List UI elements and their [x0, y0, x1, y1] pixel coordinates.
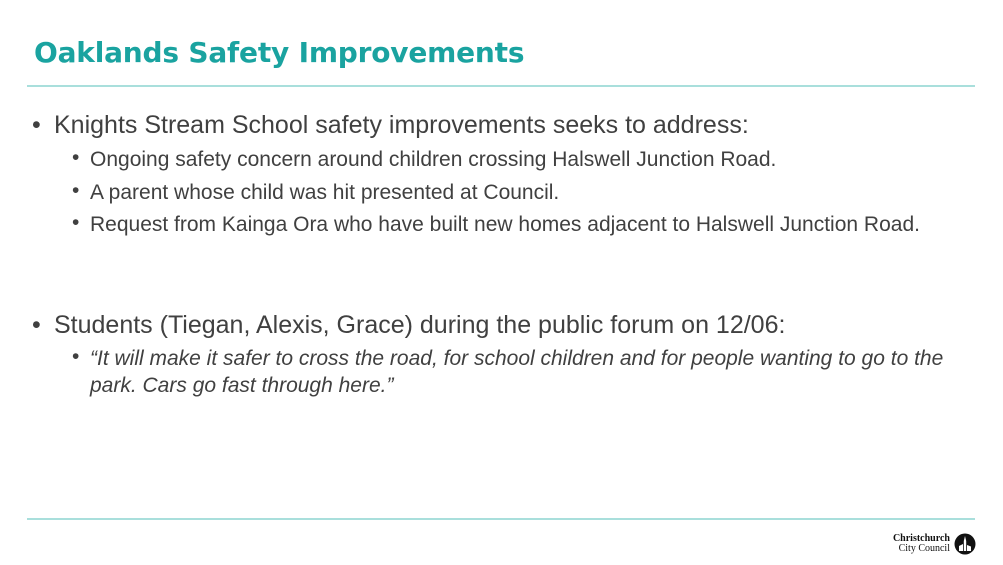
quote-text: “It will make it safer to cross the road, for school children and for people wanting to go to the park. Cars go fast through here.” [90, 347, 944, 397]
list-item-text: Ongoing safety concern around children crossing Halswell Junction Road. [90, 148, 777, 171]
bullet-icon: • [72, 211, 80, 234]
bullet-icon: • [32, 311, 41, 339]
bullet-icon: • [72, 179, 80, 202]
bullet-icon: • [72, 345, 80, 368]
list-item-text: Request from Kainga Ora who have built new homes adjacent to Halswell Junction Road. [90, 213, 920, 236]
quote-item [72, 345, 952, 399]
list-item [72, 211, 962, 238]
footer-divider [27, 518, 975, 520]
title-divider [27, 85, 975, 87]
cathedral-mark-icon [954, 533, 976, 555]
bullet-icon: • [32, 111, 41, 139]
logo-line-2: City Council [898, 543, 950, 554]
list-item [72, 179, 972, 206]
bullet-icon: • [72, 146, 80, 169]
section-heading-text: Knights Stream School safety improvements seeks to address: [54, 111, 749, 139]
list-item-text: A parent whose child was hit presented at Council. [90, 181, 560, 204]
section-heading-text: Students (Tiegan, Alexis, Grace) during the public forum on 12/06: [54, 311, 786, 339]
logo-line-1: Christchurch [892, 533, 950, 544]
list-item [72, 146, 972, 173]
slide-title: Oaklands Safety Improvements [34, 36, 525, 69]
council-logo [892, 533, 976, 555]
